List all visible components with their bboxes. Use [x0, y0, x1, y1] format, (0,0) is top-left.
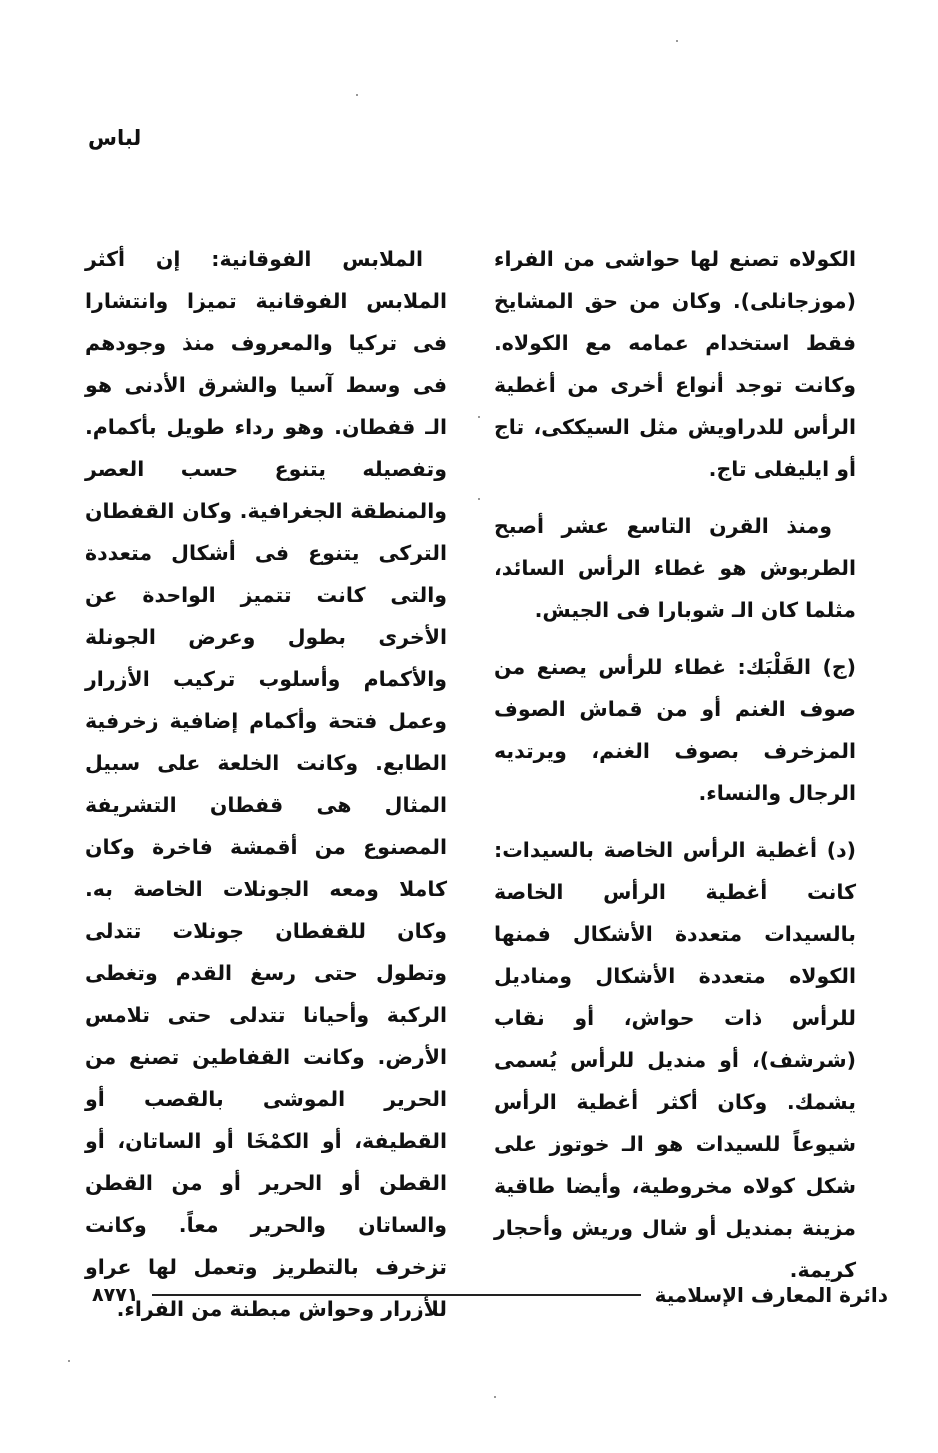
right-paragraph-3 — [494, 646, 856, 814]
page-footer — [92, 1278, 888, 1312]
item-marker-jim: (ج) — [811, 655, 856, 679]
right-paragraph-2: ومنذ القرن التاسع عشر أصبح الطربوش هو غطاء الرأس السائد، مثلما كان الـ شوبارا فى الجيش. — [494, 514, 856, 622]
right-paragraph-4: (د) أغطية الرأس الخاصة بالسيدات: كانت أغطية الرأس الخاصة بالسيدات متعددة الأشكال فمنها الكولاه متعددة الأشكال ومناديل للرأس ذات حواش، أو نقاب (شرشف)، أو منديل للرأس يُسمى يشمك. وكان أكثر أغطية الرأس شيوعاً للسيدات هو الـ خوتوز على شكل كولاه مخروطية، وأيضا طاقية مزينة بمنديل أو شال وريش وأحجار كريمة. — [494, 838, 856, 1282]
scan-speck — [356, 94, 358, 96]
right-paragraph-3-text: غطاء للرأس يصنع من صوف الغنم أو من قماش الصوف المزخرف بصوف الغنم، ويرتديه الرجال والنساء. — [494, 655, 856, 805]
scan-speck — [676, 40, 678, 42]
scan-speck — [68, 1360, 70, 1362]
right-paragraph-1: الكولاه تصنع لها حواشى من الفراء (موزجانلى). وكان من حق المشايخ فقط استخدام عمامه مع الكولاه. وكانت توجد أنواع أخرى من أغطية الرأس للدراويش مثل السيككى، تاج أو ايليفلى تاج. — [494, 247, 856, 481]
scan-speck — [478, 416, 480, 418]
page-number: ٨٧٧١ — [92, 1284, 139, 1306]
right-column — [494, 238, 856, 1306]
running-head: لباس — [88, 126, 142, 150]
scan-speck — [494, 1396, 496, 1398]
scan-speck — [478, 498, 480, 500]
footer-publication-title: دائرة المعارف الإسلامية — [654, 1283, 888, 1307]
term-qalbak: القَلْبَك: — [737, 655, 812, 679]
left-paragraph-1: الملابس الفوقانية: إن أكثر الملابس الفوقانية تميزا وانتشارا فى تركيا والمعروف منذ وجودهم فى وسط آسيا والشرق الأدنى هو الـ قفطان. وهو رداء طويل بأكمام. وتفصيله يتنوع حسب العصر والمنطقة الجغرافية. وكان القفطان التركى يتنوع فى أشكال متعددة والتى كانت تتميز الواحدة عن الأخرى بطول وعرض الجونلة والأكمام وأسلوب تركيب الأزرار وعمل فتحة وأكمام إضافية زخرفية الطابع. وكانت الخلعة على سبيل المثال هى قفطان التشريفة المصنوع من أقمشة فاخرة وكان كاملا ومعه الجونلات الخاصة به. وكان للقفطان جونلات تتدلى وتطول حتى رسغ القدم وتغطى الركبة وأحيانا تتدلى حتى تلامس الأرض. وكانت القفاطين تصنع من الحرير الموشى بالقصب أو القطيفة، أو الكمْخَا أو الساتان، أو القطن أو الحرير أو من القطن والساتان والحرير معاً. وكانت تزخرف بالتطريز وتعمل لها عراو للأزرار وحواش مبطنة من الفراء. — [85, 247, 447, 1321]
left-column — [85, 238, 447, 1345]
footer-rule — [152, 1294, 640, 1296]
